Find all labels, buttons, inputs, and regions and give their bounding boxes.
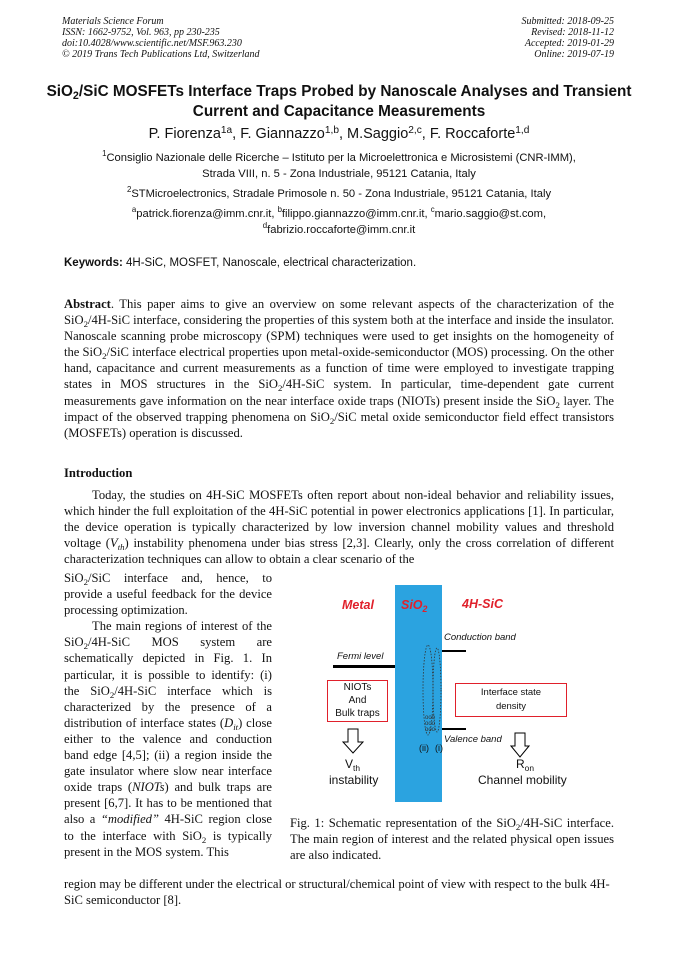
metal-label: Metal <box>342 598 374 612</box>
intro-text: ) instability phenomena under bias stress [2,3]. Clearly, only the cross correlation of different characterization techniques can allow to obtain a clear scenario of the <box>64 536 614 567</box>
niots-italic: NIOTs <box>132 780 165 795</box>
fermi-level-label: Fermi level <box>337 651 384 662</box>
sub-2: 2 <box>109 689 115 700</box>
paper-title <box>40 82 638 122</box>
journal-header-left <box>62 16 260 60</box>
abstract-text: /SiC metal oxide semiconductor field effect transistors (MOSFETs) operation is discussed. <box>64 409 615 440</box>
author-emails <box>40 206 638 238</box>
author-sup: 2,c <box>408 125 422 136</box>
fermi-level-line <box>333 665 395 668</box>
interface-line1: Interface state <box>480 687 542 698</box>
intro-text: The main regions of interest of the SiO <box>64 619 272 650</box>
sub-2: 2 <box>83 577 89 587</box>
abstract-text: layer. The impact of the observed trapping phenomena on SiO <box>64 393 614 424</box>
intro-text: ) and bulk traps are present [6,7]. It has to be mentioned that also a <box>64 780 273 827</box>
aff2-sup: 2 <box>126 185 132 194</box>
niots-line3: Bulk traps <box>335 708 380 719</box>
abstract <box>64 296 614 441</box>
vth-label <box>345 757 360 771</box>
email-b[interactable]: filippo.giannazzo@imm.cnr.it, <box>281 208 431 220</box>
affiliation-2 <box>40 186 638 202</box>
region-ii-marker: (ii) <box>419 743 429 753</box>
author-name: P. Fiorenza <box>148 126 221 142</box>
email-d[interactable]: fabrizio.roccaforte@imm.cnr.it <box>267 224 416 236</box>
sub-2: 2 <box>329 415 335 426</box>
journal-header-right <box>522 16 615 60</box>
abstract-text: /4H-SiC interface, considering the properties of this system both at the interface and inside the insulator. Nanoscale scanning probe microscopy (SPM) techniques were used to get insights on the homogeneity of the SiO <box>64 313 614 360</box>
ron-label <box>516 757 534 771</box>
sub-2: 2 <box>83 319 89 330</box>
dit-symbol: D <box>224 715 234 730</box>
email-a[interactable]: patrick.fiorenza@imm.cnr.it, <box>136 208 278 220</box>
intro-text: is typically present in the MOS system. This <box>64 828 273 859</box>
online-date: Online: 2019-07-19 <box>534 49 614 60</box>
keywords <box>64 257 416 269</box>
intro-text: /SiC interface and, hence, to provide a useful feedback for the device processing optimization. <box>64 571 272 618</box>
aff1-line1: Consiglio Nazionale delle Ricerche – Istituto per la Microelettronica e Microsistemi (CNR-IMM), <box>106 152 576 164</box>
keywords-text: 4H-SiC, MOSFET, Nanoscale, electrical characterization. <box>122 257 417 269</box>
valence-band-label: Valence band <box>444 734 502 745</box>
niots-line1: NIOTs <box>343 682 372 693</box>
revised-date: Revised: 2018-11-12 <box>531 27 614 38</box>
niots-line2: And <box>348 695 367 706</box>
dit-sub: it <box>233 721 239 732</box>
author-sup: 1,b <box>324 125 339 136</box>
affiliation-1 <box>40 150 638 182</box>
svg-text:ooo: ooo <box>425 715 436 721</box>
submitted-date: Submitted: 2018-09-25 <box>521 16 614 27</box>
title-part1: SiO <box>46 83 73 100</box>
keywords-label: Keywords: <box>64 257 123 269</box>
caption-text: /4H-SiC interface. The main region of interest and the related physical open issues are also indicated. <box>290 816 614 863</box>
abstract-text: /SiC interface electrical properties upon metal-oxide-semiconductor (MOS) processing. On the other hand, capacitance and current measurements as a function of time were employed to investigate trapping states in MOS structures in the SiO <box>64 345 614 392</box>
author-list: P. Fiorenza$^{1a}$, F. Giannazzo$^{1,b}$, M.Saggio$^{2,c}$, F. Roccaforte$^{1,d}$ <box>148 125 530 142</box>
abstract-text: . This paper aims to give an overview on some relevant aspects of the characterization of the SiO <box>64 297 614 328</box>
sio2-text: SiO <box>401 598 423 612</box>
issn: ISSN: 1662-9752, Vol. 963, pp 230-235 <box>62 27 220 38</box>
author-name: F. Roccaforte <box>429 126 516 142</box>
svg-text:ooo: ooo <box>425 727 436 733</box>
vth-text: V <box>345 757 354 771</box>
accepted-date: Accepted: 2019-01-29 <box>524 38 614 49</box>
instability-label: instability <box>329 773 379 787</box>
sio2-sub: 2 <box>422 604 428 614</box>
figure-1 <box>324 585 594 805</box>
email-sup: d <box>262 221 268 230</box>
journal-name: Materials Science Forum <box>62 16 164 27</box>
email-sup: c <box>430 205 435 214</box>
channel-mobility-label: Channel mobility <box>478 773 567 787</box>
intro-text: 4H-SiC region close to the interface with SiO <box>64 812 272 843</box>
trap-distribution-graphic <box>419 635 449 745</box>
sub-2: 2 <box>515 822 521 832</box>
intro-text: /4H-SiC MOS system are schematically depicted in Fig. 1. In particular, it is possible to identify: (i) the SiO <box>64 635 272 698</box>
niots-box <box>327 680 388 722</box>
svg-text:ooo: ooo <box>425 721 436 727</box>
caption-text: Fig. 1: Schematic representation of the SiO <box>290 816 516 830</box>
email-c[interactable]: mario.saggio@st.com, <box>434 208 547 220</box>
section-heading-introduction: Introduction <box>64 466 133 480</box>
down-arrow-icon <box>342 728 364 754</box>
intro-text: ) close either to the valence and conduction band edge [4,5]; (ii) a region inside the gate insulator where slow near interface oxide traps ( <box>64 715 273 795</box>
copyright: © 2019 Trans Tech Publications Ltd, Switzerland <box>62 49 260 60</box>
title-sub: 2 <box>72 90 79 102</box>
vth-symbol: V <box>109 536 118 551</box>
doi[interactable]: doi:10.4028/www.scientific.net/MSF.963.230 <box>62 38 242 49</box>
interface-state-box <box>455 683 567 717</box>
vth-sub: th <box>117 542 125 553</box>
sub-2: 2 <box>201 834 207 845</box>
intro-text: SiO <box>64 571 84 585</box>
aff1-line2: Strada VIII, n. 5 - Zona Industriale, 95121 Catania, Italy <box>202 168 476 180</box>
ron-text: R <box>516 757 525 771</box>
author-sup: 1a <box>220 125 233 136</box>
intro-text: /4H-SiC interface which is characterized by the presence of a distribution of interface states ( <box>64 683 272 730</box>
author-name: F. Giannazzo <box>240 126 325 142</box>
sub-2: 2 <box>102 351 107 362</box>
title-part2: /SiC MOSFETs Interface Traps Probed by Nanoscale Analyses and Transient Current and Capacitance Measurements <box>78 83 632 120</box>
interface-line2: density <box>495 701 527 712</box>
intro-text: Today, the studies on 4H-SiC MOSFETs often report about non-ideal behavior and reliability issues, which hinder the full exploitation of the 4H-SiC potential in power electronics applications [1]. In particular, the device operation is typically characterized by low inversion channel mobility values and threshold voltage ( <box>64 488 614 551</box>
intro-paragraph-tail: region may be different under the electrical or structural/chemical point of view with respect to the bulk 4H-SiC semiconductor [8]. <box>64 877 610 908</box>
vth-sub: th <box>353 763 361 773</box>
email-sup: b <box>277 205 282 214</box>
sub-2: 2 <box>83 641 89 652</box>
author-name: M.Saggio <box>347 126 409 142</box>
ron-sub: on <box>524 763 534 773</box>
author-sup: 1,d <box>515 125 530 136</box>
email-sup: a <box>131 205 137 214</box>
down-arrow-icon <box>510 732 530 758</box>
region-i-marker: (i) <box>435 743 443 753</box>
sub-2: 2 <box>555 399 560 410</box>
intro-paragraph-1 <box>64 487 614 567</box>
conduction-band-label: Conduction band <box>444 632 516 643</box>
figure-caption <box>290 815 614 863</box>
aff2-text: STMicroelectronics, Stradale Primosole n. 50 - Zona Industriale, 95121 Catania, Italy <box>131 188 552 200</box>
modified-italic: “modified” <box>100 812 159 827</box>
sub-2: 2 <box>277 383 283 394</box>
sic-label: 4H-SiC <box>462 597 503 611</box>
aff1-sup: 1 <box>102 149 107 158</box>
intro-narrow-column <box>64 570 272 860</box>
abstract-label: Abstract <box>64 297 111 311</box>
sio2-label <box>401 598 427 612</box>
abstract-text: /4H-SiC system. In particular, time-dependent gate current measurements gave information on the near interface oxide traps (NIOTs) present inside the SiO <box>64 377 614 408</box>
